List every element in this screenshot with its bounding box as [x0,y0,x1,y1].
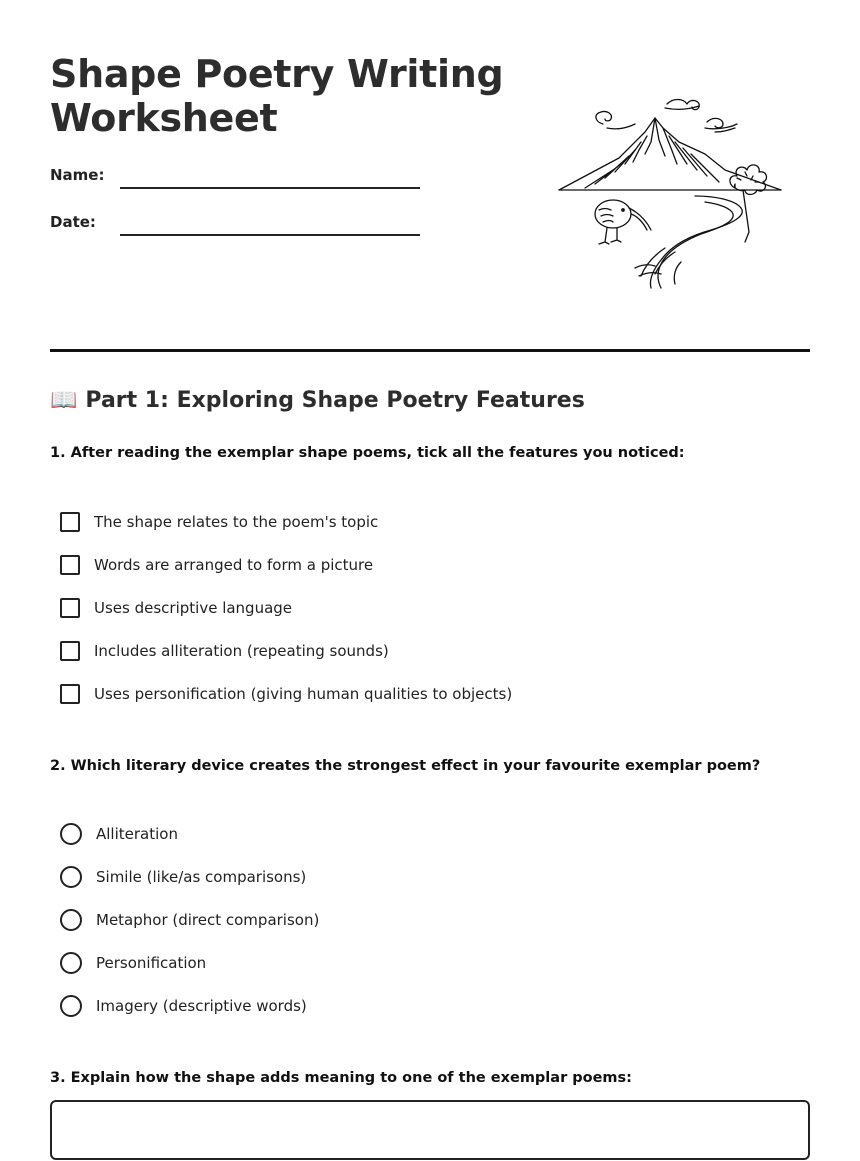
name-label: Name: [50,166,105,184]
checkbox-option[interactable] [60,638,389,664]
date-label: Date: [50,213,96,231]
radio-label: Alliteration [96,825,178,843]
book-icon: 📖 [50,388,78,413]
question-3: 3. Explain how the shape adds meaning to one of the exemplar poems: [50,1070,632,1086]
radio-label: Imagery (descriptive words) [96,997,307,1015]
question-1: 1. After reading the exemplar shape poems, tick all the features you noticed: [50,445,685,461]
checkbox-option[interactable] [60,681,512,707]
radio-option[interactable] [60,821,178,847]
part1-heading [50,388,585,413]
radio-label: Metaphor (direct comparison) [96,911,320,929]
checkbox-label: The shape relates to the poem's topic [94,513,379,531]
date-field[interactable] [120,234,420,236]
checkbox[interactable] [60,598,80,618]
header-divider [50,349,810,352]
part1-heading-text: Part 1: Exploring Shape Poetry Features [85,388,585,413]
question-2: 2. Which literary device creates the strongest effect in your favourite exemplar poem? [50,758,761,774]
checkbox-label: Words are arranged to form a picture [94,556,374,574]
checkbox-label: Uses personification (giving human qualities to objects) [94,685,513,703]
radio-button[interactable] [60,909,82,931]
radio-button[interactable] [60,823,82,845]
name-field[interactable] [120,187,420,189]
checkbox[interactable] [60,641,80,661]
radio-option[interactable] [60,864,306,890]
mountain-kiwi-river-illustration [555,92,785,292]
worksheet-title: Shape Poetry Writing Worksheet [50,52,504,140]
checkbox[interactable] [60,684,80,704]
checkbox-label: Uses descriptive language [94,599,293,617]
checkbox[interactable] [60,555,80,575]
radio-label: Personification [96,954,207,972]
checkbox-label: Includes alliteration (repeating sounds) [94,642,389,660]
radio-button[interactable] [60,866,82,888]
radio-button[interactable] [60,952,82,974]
answer-textarea[interactable] [50,1100,810,1160]
checkbox-option[interactable] [60,552,373,578]
checkbox-option[interactable] [60,509,378,535]
radio-label: Simile (like/as comparisons) [96,868,307,886]
checkbox[interactable] [60,512,80,532]
checkbox-option[interactable] [60,595,292,621]
radio-option[interactable] [60,950,206,976]
radio-button[interactable] [60,995,82,1017]
radio-option[interactable] [60,907,319,933]
radio-option[interactable] [60,993,307,1019]
